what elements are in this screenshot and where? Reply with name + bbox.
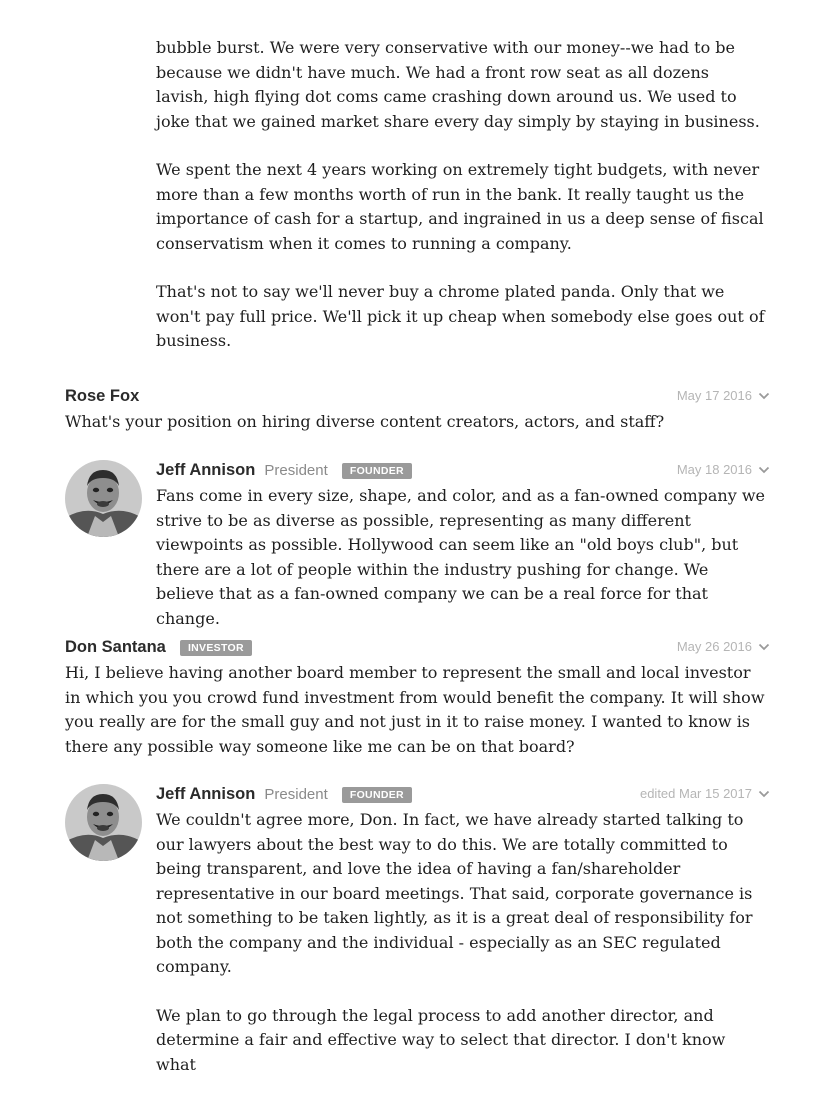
- question-author[interactable]: Rose Fox: [65, 387, 140, 405]
- chevron-down-icon[interactable]: [758, 466, 770, 474]
- answer-paragraph: We couldn't agree more, Don. In fact, we have already started talking to our lawyers about the best way to do this. We are totally committed to being transparent, and love the idea of having a fan/shareholder representative in our board meetings. That said, corporate governance is not something to be taken lightly, as it is a great deal of responsibility for both the company and the individual - especially as an SEC regulated company.: [156, 810, 753, 976]
- answer-paragraph: Fans come in every size, shape, and color, and as a fan-owned company we strive to be as diverse as possible, representing as many different viewpoints as possible. Hollywood can seem like an "old boys club", but there are a lot of people within the industry pushing for change. We believe that as a fan-owned company we can be a real force for that change.: [156, 486, 766, 628]
- investor-badge: INVESTOR: [180, 640, 252, 656]
- answer-author[interactable]: Jeff Annison: [156, 785, 256, 803]
- answer-role: President: [264, 786, 328, 803]
- answer-paragraph: bubble burst. We were very conservative with our money--we had to be because we didn't have much. We had a front row seat as all dozens lavish, high flying dot coms came crashing down around us. We used to joke that we gained market share every day simply by staying in business.: [156, 38, 760, 131]
- answer-role: President: [264, 462, 328, 479]
- chevron-down-icon[interactable]: [758, 643, 770, 651]
- answer-content: [156, 460, 770, 655]
- question-item: [65, 637, 770, 759]
- answer-meta[interactable]: [677, 462, 770, 477]
- founder-badge: FOUNDER: [342, 463, 412, 479]
- question-date: May 26 2016: [676, 639, 752, 654]
- answer-text: [156, 808, 770, 1077]
- question-meta[interactable]: [677, 639, 770, 654]
- founder-badge: FOUNDER: [342, 787, 412, 803]
- answer-content: [156, 784, 770, 1101]
- avatar[interactable]: [65, 784, 142, 861]
- answer-header: [156, 784, 770, 806]
- answer-author[interactable]: Jeff Annison: [156, 461, 256, 479]
- question-text: What's your position on hiring diverse content creators, actors, and staff?: [65, 412, 665, 431]
- answer-date: May 18 2016: [676, 462, 752, 477]
- answer-paragraph: We plan to go through the legal process to add another director, and determine a fair and effective way to select that director. I don't know what: [156, 1005, 726, 1074]
- answer-text: [156, 484, 770, 631]
- answer-paragraph: We spent the next 4 years working on extremely tight budgets, with never more than a few months worth of run in the bank. It really taught us the importance of cash for a startup, and ingrained in us a deep sense of fiscal conservatism when it comes to running a company.: [156, 160, 764, 253]
- avatar[interactable]: [65, 460, 142, 537]
- question-header: [65, 637, 770, 659]
- answer-meta[interactable]: [640, 786, 770, 801]
- question-date: May 17 2016: [676, 388, 752, 403]
- chevron-down-icon[interactable]: [758, 392, 770, 400]
- question-text: Hi, I believe having another board member to represent the small and local investor in which you you crowd fund investment from would benefit the company. It will show you really are for the small guy and not just in it to raise money. I wanted to know is there any possible way someone like me can be on that board?: [65, 663, 765, 756]
- question-header: [65, 386, 770, 408]
- answer-paragraph: That's not to say we'll never buy a chrome plated panda. Only that we won't pay full price. We'll pick it up cheap when somebody else goes out of business.: [156, 282, 765, 350]
- question-meta[interactable]: [677, 388, 770, 403]
- previous-answer-continuation: [156, 36, 766, 378]
- question-author[interactable]: Don Santana: [65, 638, 166, 656]
- chevron-down-icon[interactable]: [758, 790, 770, 798]
- answer-date: edited Mar 15 2017: [639, 786, 752, 801]
- answer-header: [156, 460, 770, 482]
- question-item: [65, 386, 770, 435]
